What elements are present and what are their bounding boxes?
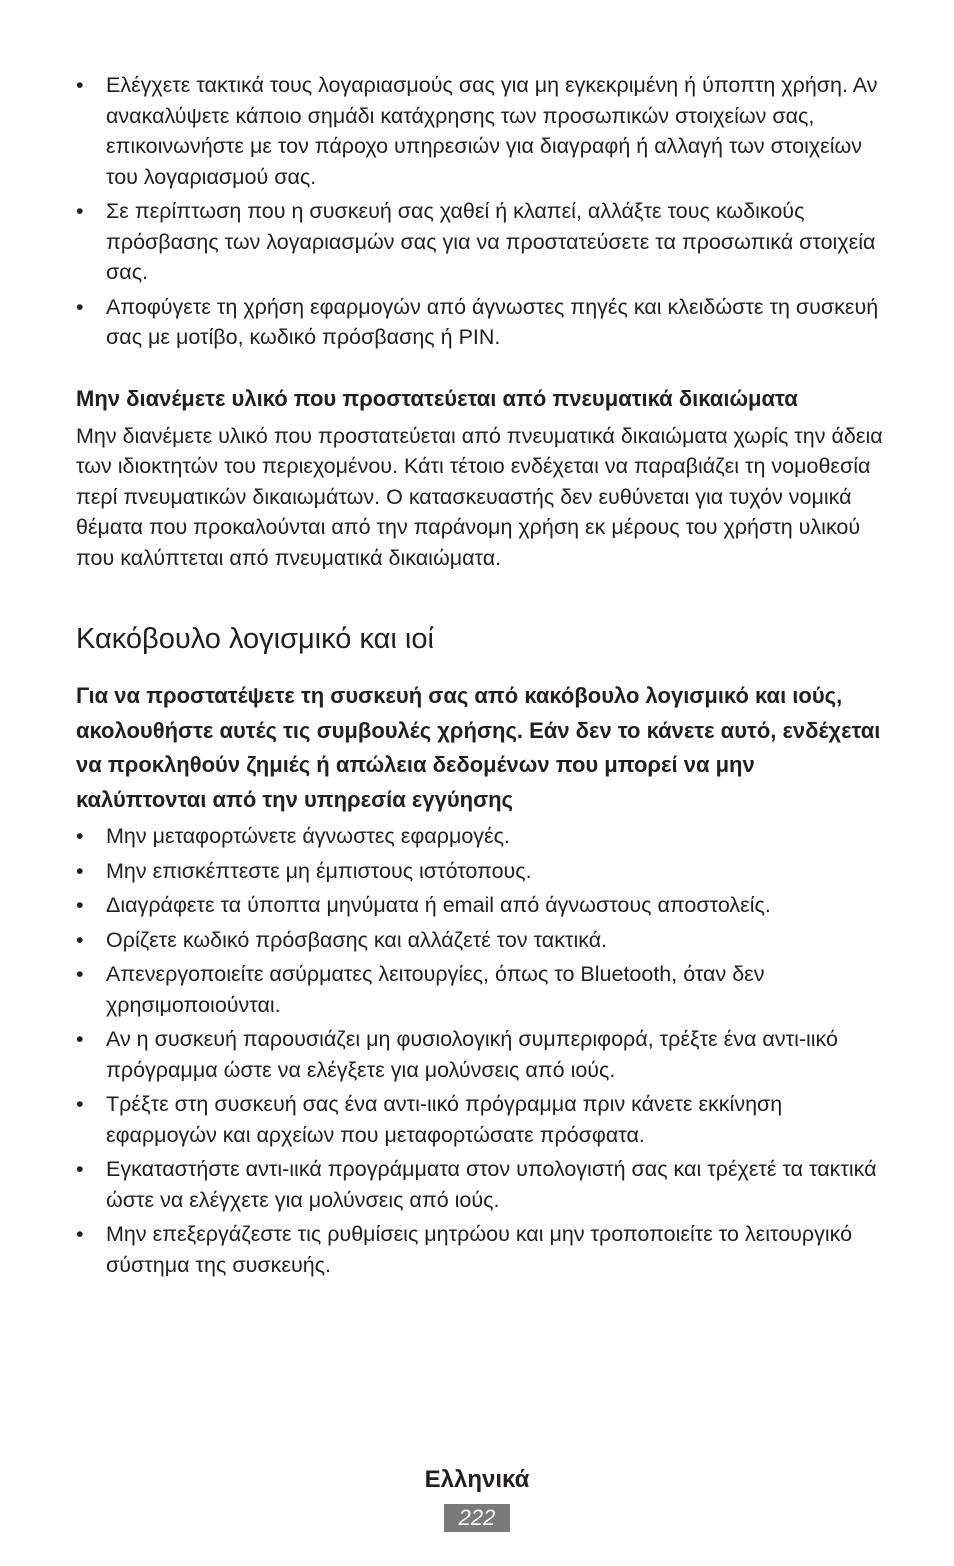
list-item (76, 890, 886, 921)
list-item-text: Ελέγχετε τακτικά τους λογαριασμούς σας για μη εγκεκριμένη ή ύποπτη χρήση. Αν ανακαλύψετε κάποιο σημάδι κατάχρησης των προσωπικών στοιχείων σας, επικοινωνήστε με τον πάροχο υπηρεσιών για διαγραφή ή αλλαγή των στοιχείων του λογαριασμού σας. (106, 73, 878, 189)
list-item-text: Ορίζετε κωδικό πρόσβασης και αλλάζετέ τον τακτικά. (106, 927, 608, 952)
list-item-text: Αν η συσκευή παρουσιάζει μη φυσιολογική συμπεριφορά, τρέξτε ένα αντι-ιικό πρόγραμμα ώστε να ελέγξετε για μολύνσεις από ιούς. (106, 1027, 838, 1082)
privacy-bullet-list (76, 70, 886, 353)
bullet-icon: • (76, 962, 84, 986)
bullet-icon: • (76, 73, 84, 97)
footer-language: Ελληνικά (424, 1466, 530, 1493)
list-item-text: Αποφύγετε τη χρήση εφαρμογών από άγνωστες πηγές και κλειδώστε τη συσκευή σας με μοτίβο, κωδικό πρόσβασης ή PIN. (106, 294, 879, 349)
list-item-text: Σε περίπτωση που η συσκευή σας χαθεί ή κλαπεί, αλλάξτε τους κωδικούς πρόσβασης των λογαριασμών σας για να προστατεύσετε τα προσωπικά στοιχεία σας. (106, 199, 876, 284)
list-item (76, 1024, 886, 1085)
list-item (76, 821, 886, 852)
page-footer (0, 1464, 954, 1532)
list-item (76, 959, 886, 1020)
list-item (76, 1154, 886, 1215)
malware-intro: Για να προστατέψετε τη συσκευή σας από κακόβουλο λογισμικό και ιούς, ακολουθήστε αυτές τις συμβουλές χρήσης. Εάν δεν το κάνετε αυτό, ενδέχεται να προκληθούν ζημιές ή απώλεια δεδομένων που μπορεί να μην καλύπτονται από την υπηρεσία εγγύησης (76, 683, 881, 812)
copyright-paragraph: Μην διανέμετε υλικό που προστατεύεται από πνευματικά δικαιώματα χωρίς την άδεια των ιδιοκτητών του περιεχομένου. Κάτι τέτοιο ενδέχεται να παραβιάζει τη νομοθεσία περί πνευματικών δικαιωμάτων. Ο κατασκευαστής δεν ευθύνεται για τυχόν νομικά θέματα που προκαλούνται από την παράνομη χρήση εκ μέρους του χρήστη υλικού που καλύπτεται από πνευματικά δικαιώματα. (76, 423, 883, 570)
list-item-text: Διαγράφετε τα ύποπτα μηνύματα ή email από άγνωστους αποστολείς. (106, 893, 771, 917)
list-item-text: Μην επισκέπτεστε μη έμπιστους ιστότοπους. (106, 858, 532, 883)
bullet-icon: • (76, 927, 84, 952)
list-item (76, 925, 886, 956)
bullet-icon: • (76, 1027, 84, 1051)
malware-bullet-list (76, 821, 886, 1280)
list-item (76, 292, 886, 353)
bullet-icon: • (76, 294, 84, 319)
list-item (76, 1089, 886, 1150)
bullet-icon: • (76, 1222, 84, 1246)
copyright-heading: Μην διανέμετε υλικό που προστατεύεται από πνευματικά δικαιώματα (76, 385, 798, 411)
list-item-text: Εγκαταστήστε αντι-ιικά προγράμματα στον υπολογιστή σας και τρέχετέ τα τακτικά ώστε να ελέγχετε για μολύνσεις από ιούς. (106, 1157, 877, 1212)
list-item-text: Μην μεταφορτώνετε άγνωστες εφαρμογές. (106, 824, 510, 848)
list-item-text: Απενεργοποιείτε ασύρματες λειτουργίες, όπως το Bluetooth, όταν δεν χρησιμοποιούνται. (106, 962, 765, 1017)
page-number: 222 (444, 1504, 510, 1532)
list-item (76, 1219, 886, 1280)
document-page (76, 70, 886, 1284)
malware-section-title: Κακόβουλο λογισμικό και ιοί (76, 623, 434, 655)
bullet-icon: • (76, 1157, 84, 1181)
list-item (76, 856, 886, 887)
list-item (76, 196, 886, 288)
bullet-icon: • (76, 858, 84, 883)
bullet-icon: • (76, 893, 84, 917)
list-item (76, 70, 886, 192)
list-item-text: Μην επεξεργάζεστε τις ρυθμίσεις μητρώου και μην τροποποιείτε το λειτουργικό σύστημα της συσκευής. (106, 1222, 853, 1277)
bullet-icon: • (76, 824, 84, 848)
list-item-text: Τρέξτε στη συσκευή σας ένα αντι-ιικό πρόγραμμα πριν κάνετε εκκίνηση εφαρμογών και αρχείων που μεταφορτώσατε πρόσφατα. (106, 1092, 783, 1147)
bullet-icon: • (76, 199, 84, 223)
bullet-icon: • (76, 1092, 84, 1116)
